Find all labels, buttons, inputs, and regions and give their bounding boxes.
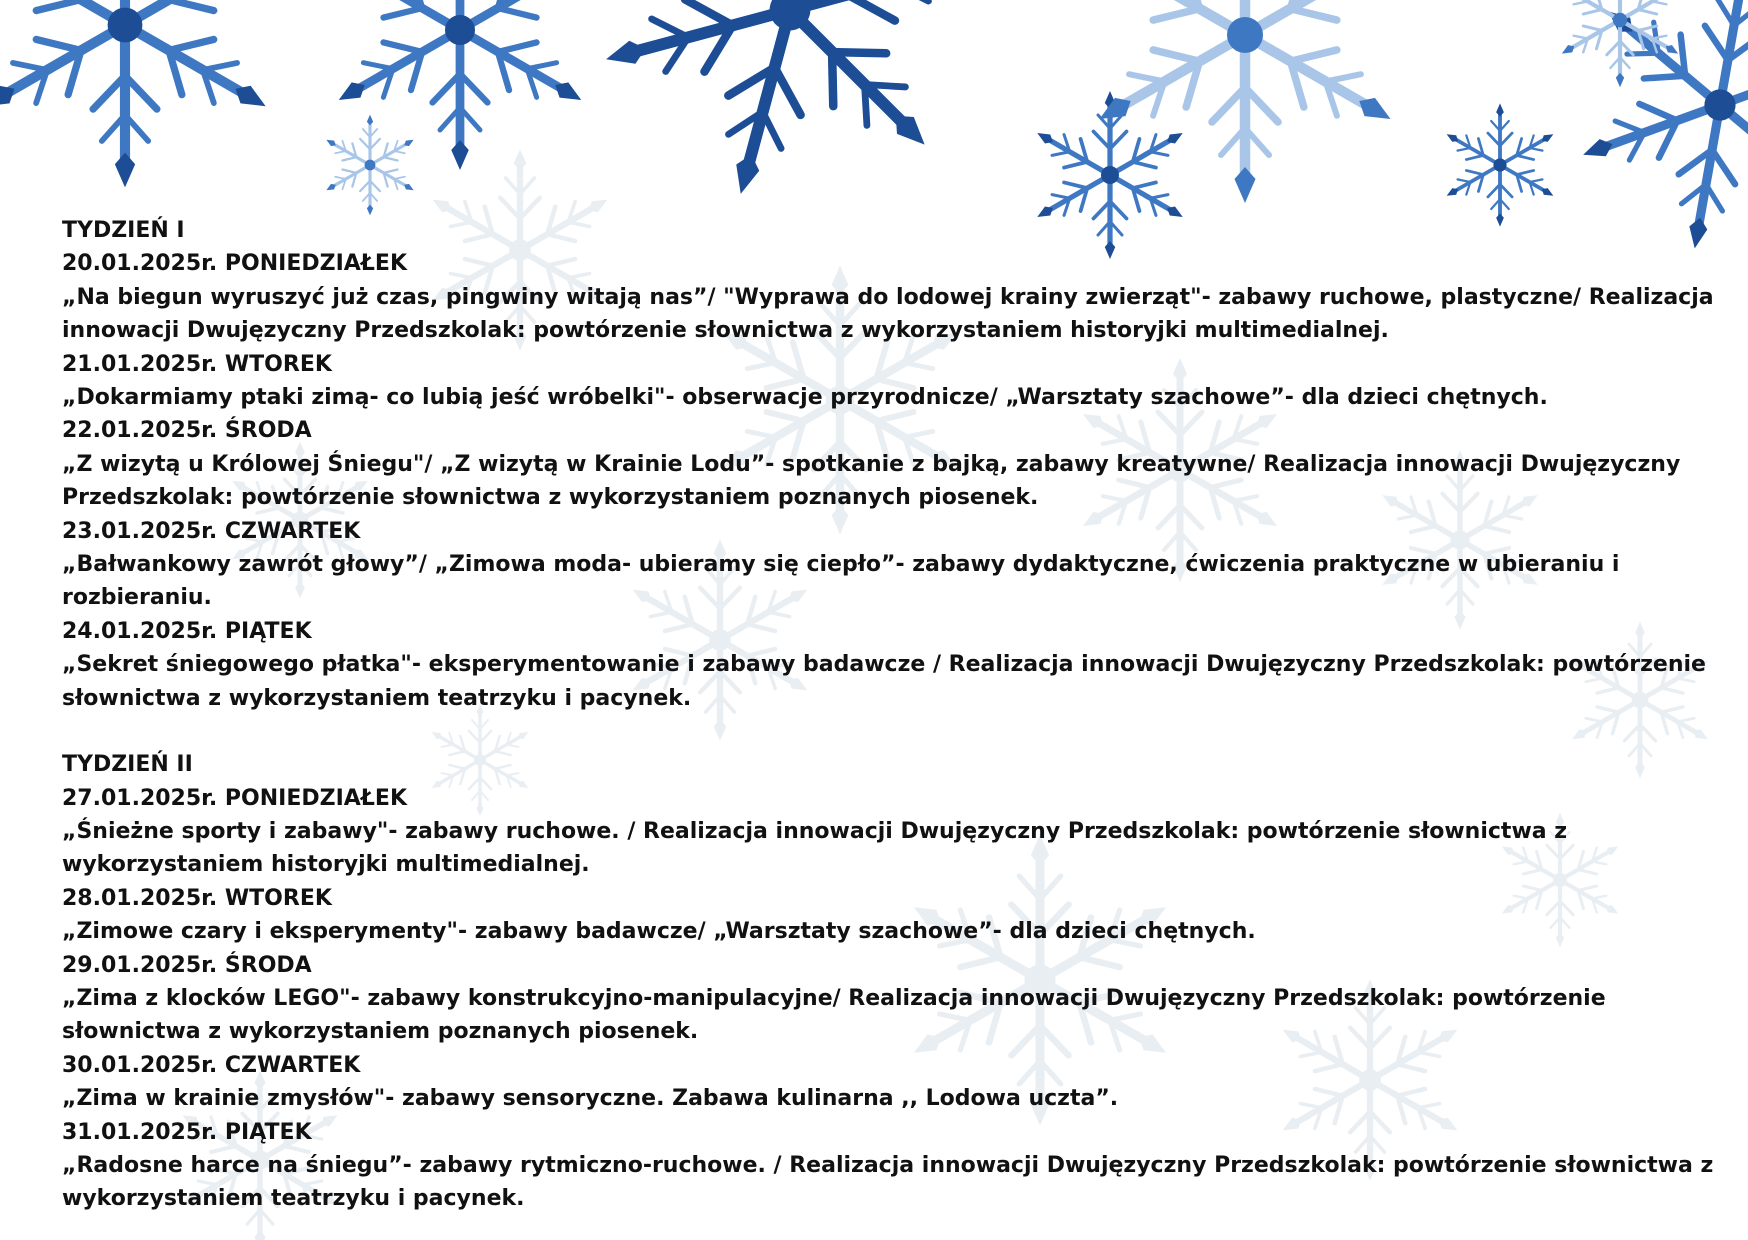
day-description: „Śnieżne sporty i zabawy"- zabawy ruchowe. / Realizacja innowacji Dwujęzyczny Przedszkolak: powtórzenie słownictwa z wykorzystaniem historyjki multimedialnej. [62, 818, 1568, 878]
day-description: „Zimowe czary i eksperymenty"- zabawy badawcze/ „Warsztaty szachowe”- dla dzieci chętnych. [62, 919, 1256, 945]
day-date: 27.01.2025r. PONIEDZIAŁEK [62, 785, 407, 811]
day-description: „Zima w krainie zmysłów"- zabawy sensoryczne. Zabawa kulinarna ,, Lodowa uczta”. [62, 1086, 1119, 1112]
day-description: „Dokarmiamy ptaki zimą- co lubią jeść wróbelki"- obserwacje przyrodnicze/ „Warsztaty szachowe”- dla dzieci chętnych. [62, 385, 1548, 411]
week-1 [62, 214, 1732, 715]
day-date: 29.01.2025r. ŚRODA [62, 952, 312, 978]
week-title: TYDZIEŃ I [62, 218, 185, 243]
day-date: 22.01.2025r. ŚRODA [62, 418, 312, 444]
day-date: 21.01.2025r. WTOREK [62, 351, 332, 377]
day-description: „Zima z klocków LEGO"- zabawy konstrukcyjno-manipulacyjne/ Realizacja innowacji Dwujęzyczny Przedszkolak: powtórzenie słownictwa z wykorzystaniem poznanych piosenek. [62, 985, 1606, 1045]
day-date: 30.01.2025r. CZWARTEK [62, 1052, 361, 1078]
day-description: „Sekret śniegowego płatka"- eksperymentowanie i zabawy badawcze / Realizacja innowacji Dwujęzyczny Przedszkolak: powtórzenie słownictwa z wykorzystaniem teatrzyku i pacynek. [62, 652, 1706, 711]
day-date: 28.01.2025r. WTOREK [62, 885, 332, 911]
week-title: TYDZIEŃ II [62, 752, 193, 778]
day-date: 31.01.2025r. PIĄTEK [62, 1119, 312, 1145]
day-description: „Bałwankowy zawrót głowy”/ „Zimowa moda- ubieramy się ciepło”- zabawy dydaktyczne, ćwiczenia praktyczne w ubieraniu i rozbieraniu. [62, 552, 1620, 611]
day-date: 24.01.2025r. PIĄTEK [62, 618, 312, 644]
day-description: „Radosne harce na śniegu”- zabawy rytmiczno-ruchowe. / Realizacja innowacji Dwujęzyczny Przedszkolak: powtórzenie słownictwa z wykorzystaniem teatrzyku i pacynek. [62, 1152, 1714, 1212]
week-2 [62, 748, 1732, 1216]
day-description: „Na biegun wyruszyć już czas, pingwiny witają nas”/ "Wyprawa do lodowej krainy zwierząt"- zabawy ruchowe, plastyczne/ Realizacja innowacji Dwujęzyczny Przedszkolak: powtórzenie słownictwa z wykorzystaniem historyjki multimedialnej. [62, 284, 1714, 344]
day-date: 20.01.2025r. PONIEDZIAŁEK [62, 251, 407, 277]
day-description: „Z wizytą u Królowej Śniegu"/ „Z wizytą w Krainie Lodu”- spotkanie z bajką, zabawy kreatywne/ Realizacja innowacji Dwujęzyczny Przedszkolak: powtórzenie słownictwa z wykorzystaniem poznanych piosenek. [62, 451, 1681, 511]
day-date: 23.01.2025r. CZWARTEK [62, 518, 361, 544]
week-spacer [62, 715, 1732, 748]
schedule-document [62, 214, 1732, 1216]
